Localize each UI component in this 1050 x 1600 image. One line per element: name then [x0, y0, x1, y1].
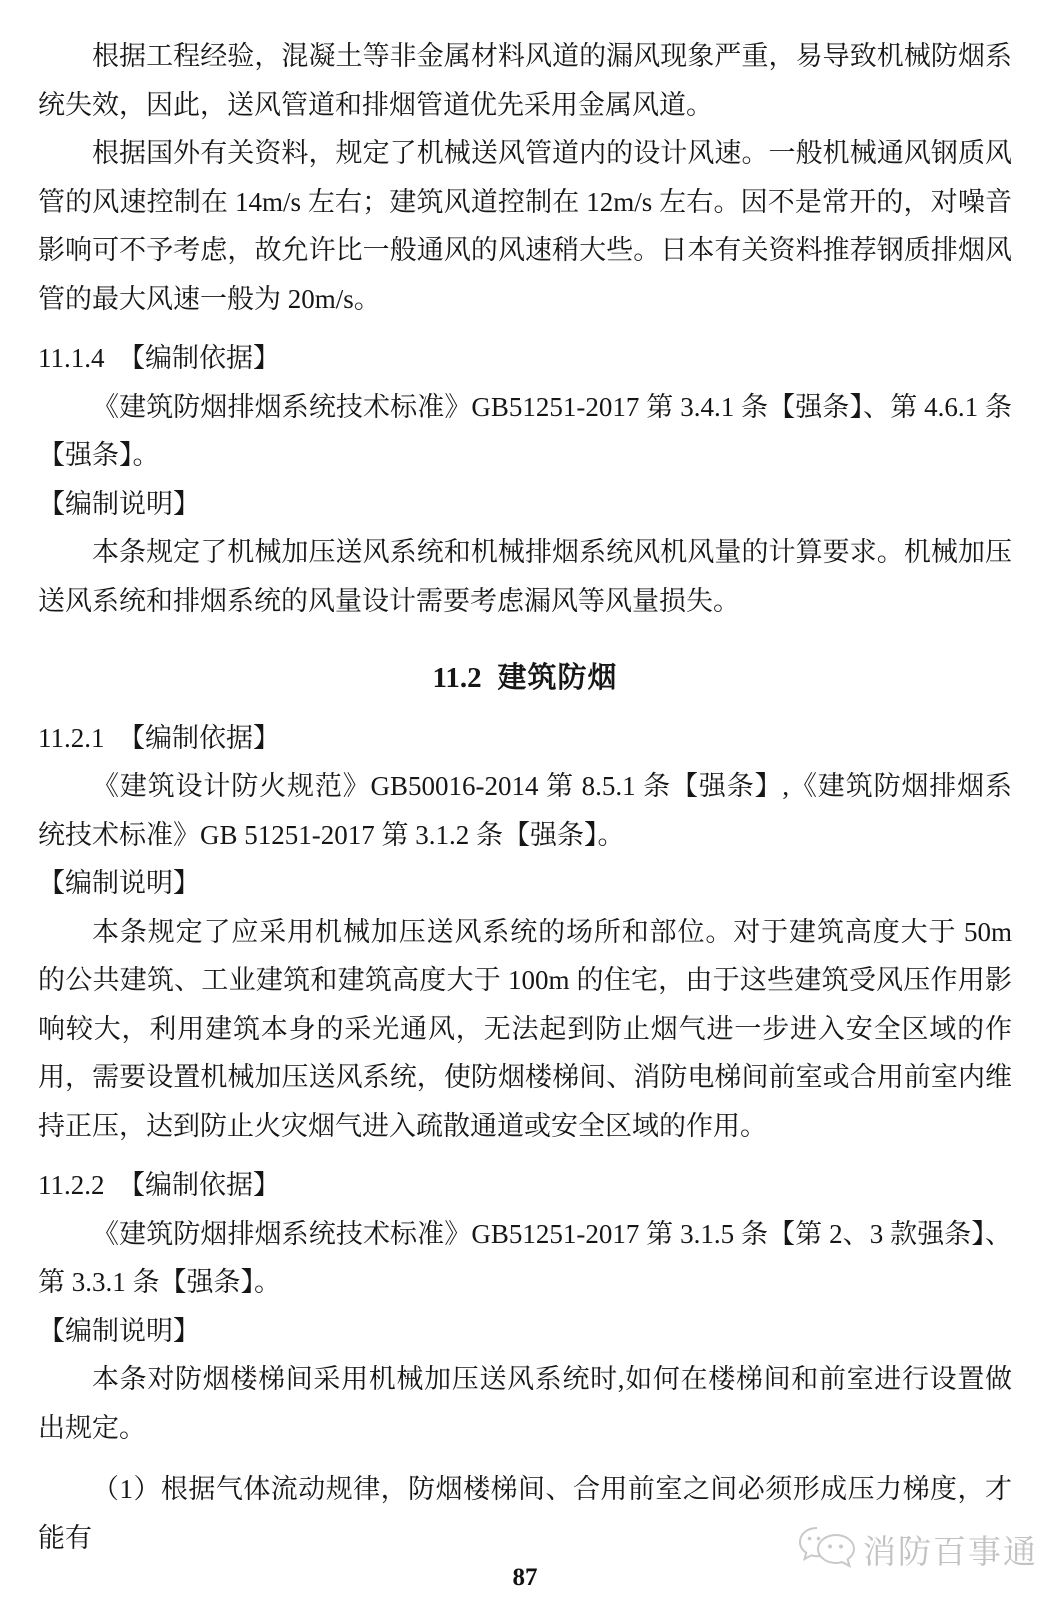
paragraph: （1）根据气体流动规律，防烟楼梯间、合用前室之间必须形成压力梯度，才能有 [38, 1474, 1012, 1553]
paragraph: 本条规定了应采用机械加压送风系统的场所和部位。对于建筑高度大于 50m 的公共建筑、工业建筑和建筑高度大于 100m 的住宅，由于这些建筑受风压作用影响较大，利用建筑本身的采光通风，无法起到防止烟气进一步进入安全区域的作用，需要设置机械加压送风系统，使防烟楼梯间、消防电梯间前室或合用前室内维持正压，达到防止火灾烟气进入疏散通道或安全区域的作用。 [38, 916, 1012, 1141]
section-label: 【编制说明】 [38, 1315, 200, 1346]
section-label: 11.2.1 【编制依据】 [38, 722, 280, 753]
heading-number: 11.2 [432, 662, 482, 694]
watermark-text: 消防百事通 [863, 1533, 1038, 1570]
section-label: 【编制说明】 [38, 488, 200, 519]
section-label: 11.2.2 【编制依据】 [38, 1170, 280, 1200]
paragraph: 本条对防烟楼梯间采用机械加压送风系统时,如何在楼梯间和前室进行设置做出规定。 [38, 1364, 1012, 1443]
paragraph: 根据工程经验，混凝土等非金属材料风道的漏风现象严重，易导致机械防烟系统失效，因此，送风管道和排烟管道优先采用金属风道。 [38, 41, 1012, 120]
paragraph: 《建筑设计防火规范》GB50016-2014 第 8.5.1 条【强条】,《建筑防烟排烟系统技术标准》GB 51251-2017 第 3.1.2 条【强条】。 [38, 771, 1012, 850]
paragraph: 《建筑防烟排烟系统技术标准》GB51251-2017 第 3.1.5 条【第 2、3 款强条】、第 3.3.1 条【强条】。 [38, 1218, 1012, 1297]
paragraph: 根据国外有关资料，规定了机械送风管道内的设计风速。一般机械通风钢质风管的风速控制在 14m/s 左右；建筑风道控制在 12m/s 左右。因不是常开的，对噪音影响可不予考虑，故允许比一般通风的风速稍大些。日本有关资料推荐钢质排烟风管的最大风速一般为 20m/s。 [38, 138, 1012, 314]
section-label: 11.1.4 【编制依据】 [38, 343, 280, 373]
body-text [38, 32, 1012, 1562]
paragraph: 本条规定了机械加压送风系统和机械排烟系统风机风量的计算要求。机械加压送风系统和排烟系统的风量设计需要考虑漏风等风量损失。 [38, 537, 1012, 616]
heading-title: 建筑防烟 [497, 662, 618, 694]
paragraph: 《建筑防烟排烟系统技术标准》GB51251-2017 第 3.4.1 条【强条】、第 4.6.1 条【强条】。 [38, 391, 1012, 470]
section-label: 【编制说明】 [38, 868, 200, 898]
section-heading [38, 654, 1012, 703]
page-number: 87 [512, 1564, 538, 1591]
